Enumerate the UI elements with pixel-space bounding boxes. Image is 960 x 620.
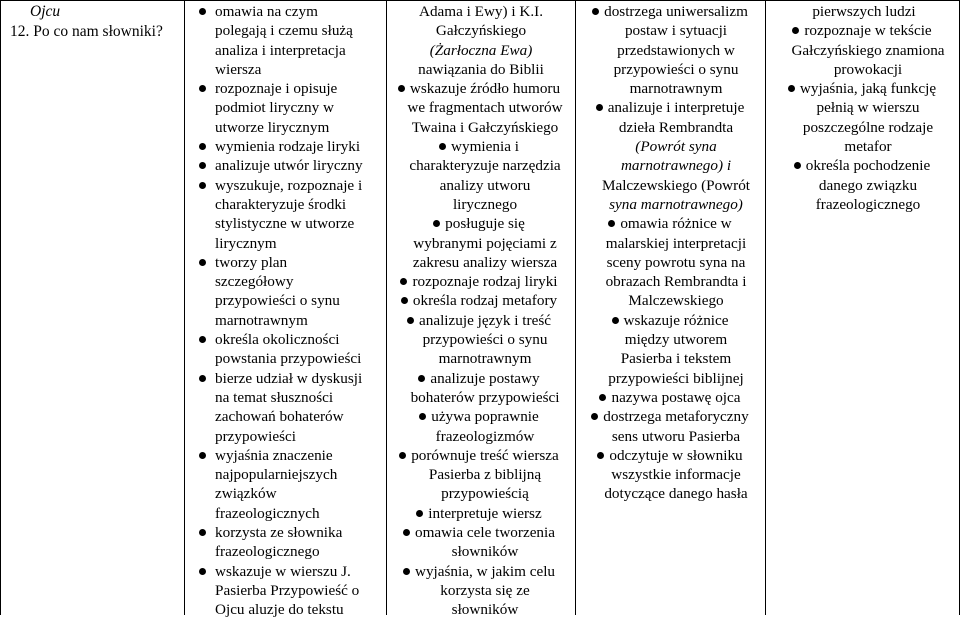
requirements-list bbox=[199, 2, 383, 620]
bullet-icon bbox=[416, 510, 423, 517]
bullet-icon bbox=[199, 375, 206, 382]
lesson-title: 12. Po co nam słowniki? bbox=[10, 23, 163, 40]
requirements-list bbox=[770, 21, 958, 214]
continued-text: pierwszych ludzi bbox=[812, 3, 916, 20]
list-item: wyjaśnia, jaką funkcję pełnią w wierszu poszczególne rodzaje metafor bbox=[770, 79, 958, 156]
list-item: korzysta ze słownika frazeologicznego bbox=[199, 523, 383, 562]
list-item: omawia różnice w malarskiej interpretacji sceny powrotu syna na obrazach Rembrandta i Malczewskiego bbox=[605, 215, 747, 310]
continued-text: (Żarłoczna Ewa) bbox=[429, 41, 533, 59]
extended-requirements-cell bbox=[392, 2, 570, 620]
list-item: analizuje i interpretuje dzieła Rembrandta (Powrót syna marnotrawnego) i Malczewskiego (Powrót syna marnotrawnego) bbox=[581, 98, 763, 214]
list-item: porównuje treść wiersza Pasierba z biblijną przypowieścią bbox=[392, 446, 570, 504]
bullet-icon bbox=[399, 452, 406, 459]
list-item: analizuje postawy bohaterów przypowieści bbox=[410, 369, 560, 406]
list-item: nazywa postawę ojca bbox=[581, 388, 763, 407]
table-top-border bbox=[0, 0, 960, 1]
bullet-icon bbox=[199, 568, 206, 575]
lesson-topic-cell bbox=[2, 2, 182, 42]
bullet-icon bbox=[199, 143, 206, 150]
list-item: tworzy plan szczegółowy przypowieści o synu marnotrawnym bbox=[199, 253, 383, 330]
list-item: omawia na czym polegają i czemu służą analiza i interpretacja wiersza bbox=[199, 2, 383, 79]
bullet-icon bbox=[199, 8, 206, 15]
list-item: rozpoznaje w tekście Gałczyńskiego znamiona prowokacji bbox=[791, 22, 945, 78]
continued-text: nawiązania do Biblii bbox=[418, 60, 544, 78]
bullet-icon bbox=[199, 85, 206, 92]
list-item: dostrzega uniwersalizm postaw i sytuacji przedstawionych w przypowieści o synu marnotrawnym bbox=[581, 2, 763, 98]
column-border bbox=[575, 0, 576, 615]
list-item: określa rodzaj metafory bbox=[392, 291, 570, 310]
list-item: rozpoznaje i opisuje podmiot liryczny w utworze lirycznym bbox=[199, 79, 383, 137]
list-item: wskazuje różnice między utworem Pasierba i tekstem przypowieści biblijnej bbox=[608, 311, 744, 387]
column-border bbox=[184, 0, 185, 615]
list-item: dostrzega metaforyczny sens utworu Pasierba bbox=[581, 407, 763, 446]
basic-requirements-cell bbox=[199, 2, 383, 620]
list-item: wyszukuje, rozpoznaje i charakteryzuje środki stylistyczne w utworze lirycznym bbox=[199, 176, 383, 253]
continued-text: Adama i Ewy) i K.I. bbox=[419, 3, 543, 20]
list-item: wskazuje w wierszu J. Pasierba Przypowieść o Ojcu aluzje do tekstu bbox=[199, 562, 383, 620]
bullet-icon bbox=[199, 529, 206, 536]
bullet-icon bbox=[199, 182, 206, 189]
list-item: rozpoznaje rodzaj liryki bbox=[392, 272, 570, 291]
list-item: wskazuje źródło humoru we fragmentach utworów Twaina i Gałczyńskiego bbox=[392, 79, 570, 137]
bullet-icon bbox=[199, 259, 206, 266]
bullet-icon bbox=[403, 529, 410, 536]
list-item: określa okoliczności powstania przypowieści bbox=[199, 330, 383, 369]
bullet-icon bbox=[403, 568, 410, 575]
list-item: określa pochodzenie danego związku frazeologicznego bbox=[770, 156, 958, 214]
list-item: wyjaśnia, w jakim celu korzysta się ze słowników bbox=[392, 562, 570, 620]
column-border bbox=[0, 0, 1, 615]
list-item: wyjaśnia znaczenie najpopularniejszych związków frazeologicznych bbox=[199, 446, 383, 523]
column-border bbox=[765, 0, 766, 615]
list-item: bierze udział w dyskusji na temat słuszności zachowań bohaterów przypowieści bbox=[199, 369, 383, 446]
list-item: wymienia rodzaje liryki bbox=[199, 137, 383, 156]
continued-text: Gałczyńskiego bbox=[435, 22, 527, 40]
requirements-list bbox=[581, 2, 763, 504]
bullet-icon bbox=[612, 317, 619, 324]
bullet-icon bbox=[199, 452, 206, 459]
list-item: wymienia i charakteryzuje narzędzia analizy utworu lirycznego bbox=[409, 138, 561, 213]
advanced-requirements-cell bbox=[581, 2, 763, 504]
topic-line: Ojcu bbox=[30, 3, 61, 20]
bullet-icon bbox=[418, 375, 425, 382]
bullet-icon bbox=[407, 317, 414, 324]
list-item: używa poprawnie frazeologizmów bbox=[392, 407, 570, 446]
list-item: posługuje się wybranymi pojęciami z zakresu analizy wiersza bbox=[412, 215, 558, 271]
list-item: analizuje utwór liryczny bbox=[199, 156, 383, 175]
column-border bbox=[386, 0, 387, 615]
list-item: omawia cele tworzenia słowników bbox=[392, 523, 570, 562]
list-item: odczytuje w słowniku wszystkie informacje dotyczące danego hasła bbox=[581, 446, 763, 504]
excellent-requirements-cell bbox=[770, 2, 958, 214]
list-item: analizuje język i treść przypowieści o synu marnotrawnym bbox=[392, 311, 570, 369]
requirements-list bbox=[392, 79, 570, 619]
list-item: interpretuje wiersz bbox=[392, 504, 570, 523]
bullet-icon bbox=[199, 336, 206, 343]
bullet-icon bbox=[199, 162, 206, 169]
